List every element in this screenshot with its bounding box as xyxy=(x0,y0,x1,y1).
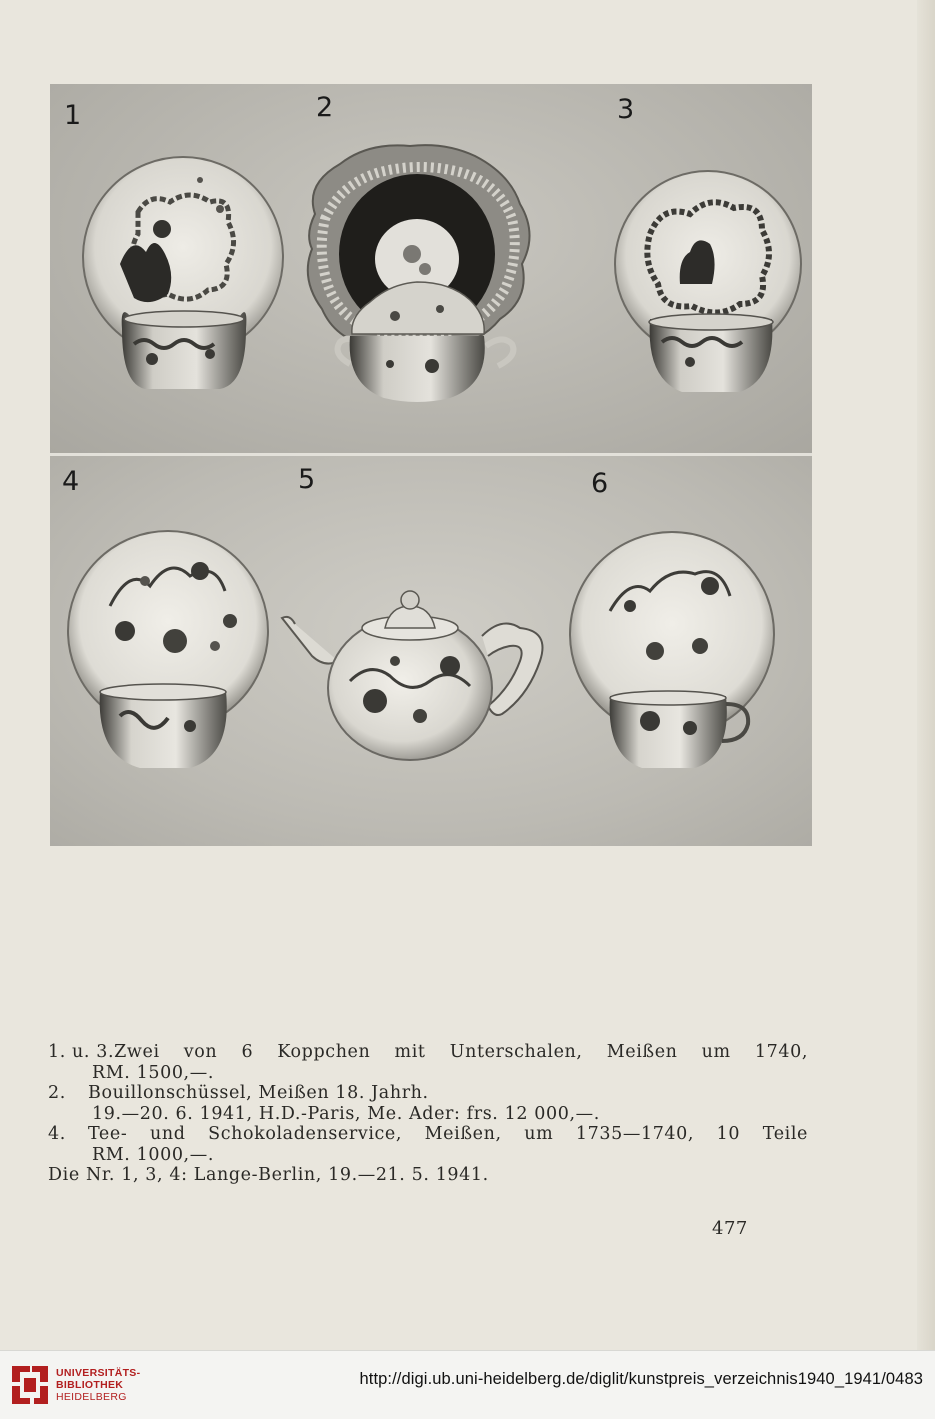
figure-label-2: 2 xyxy=(316,92,334,123)
caption-entry-price: RM. 1000,—. xyxy=(92,1144,214,1165)
page-number: 477 xyxy=(712,1218,748,1239)
caption-block xyxy=(48,1042,808,1186)
figure-2-bouillon-bowl xyxy=(308,145,530,402)
caption-entry-2 xyxy=(48,1083,808,1104)
logo-line-2: BIBLIOTHEK xyxy=(56,1379,124,1391)
caption-entry-3 xyxy=(48,1124,808,1145)
figure-label-6: 6 xyxy=(591,468,609,499)
logo-line-3: HEIDELBERG xyxy=(56,1391,127,1403)
caption-entry-number: 4. xyxy=(48,1124,66,1144)
caption-entry-text: Tee- und Schokoladenservice, Meißen, um 1735—1740, 10 Teile xyxy=(88,1124,808,1144)
porcelain-photo-bottom xyxy=(50,456,812,846)
footer-bar xyxy=(0,1350,935,1419)
source-url-link[interactable]: http://digi.ub.uni-heidelberg.de/diglit/kunstpreis_verzeichnis1940_1941/0483 xyxy=(359,1370,923,1388)
caption-entry-number: 2. xyxy=(48,1083,66,1103)
caption-entry-number: 1. u. 3. xyxy=(48,1042,115,1062)
figure-3-cup-saucer xyxy=(615,171,801,392)
photo-plate-top xyxy=(50,84,812,453)
figure-label-4: 4 xyxy=(62,466,80,497)
logo-line-1: UNIVERSITÄTS- xyxy=(56,1367,141,1379)
caption-entry-text: Bouillonschüssel, Meißen 18. Jahrh. xyxy=(88,1083,429,1103)
photo-plate-bottom xyxy=(50,456,812,846)
university-library-logo-icon xyxy=(10,1364,50,1406)
caption-entry-sale: 19.—20. 6. 1941, H.D.-Paris, Me. Ader: frs. 12 000,—. xyxy=(92,1103,600,1124)
porcelain-photo-top xyxy=(50,84,812,453)
figure-label-5: 5 xyxy=(298,464,316,495)
library-logo-text xyxy=(56,1367,140,1403)
figure-5-teapot xyxy=(282,591,543,760)
caption-entry-text: Zwei von 6 Koppchen mit Unterschalen, Meißen um 1740, xyxy=(114,1042,808,1062)
figure-4-cup-saucer xyxy=(68,531,268,768)
caption-note: Die Nr. 1, 3, 4: Lange-Berlin, 19.—21. 5. 1941. xyxy=(48,1165,489,1185)
page-edge-shadow xyxy=(917,0,935,1350)
figure-label-1: 1 xyxy=(64,100,82,131)
figure-1-cup-saucer xyxy=(83,157,283,389)
figure-label-3: 3 xyxy=(617,94,635,125)
figure-6-cup-saucer xyxy=(570,532,774,768)
caption-entry-1 xyxy=(48,1042,808,1063)
caption-entry-price: RM. 1500,—. xyxy=(92,1062,214,1083)
